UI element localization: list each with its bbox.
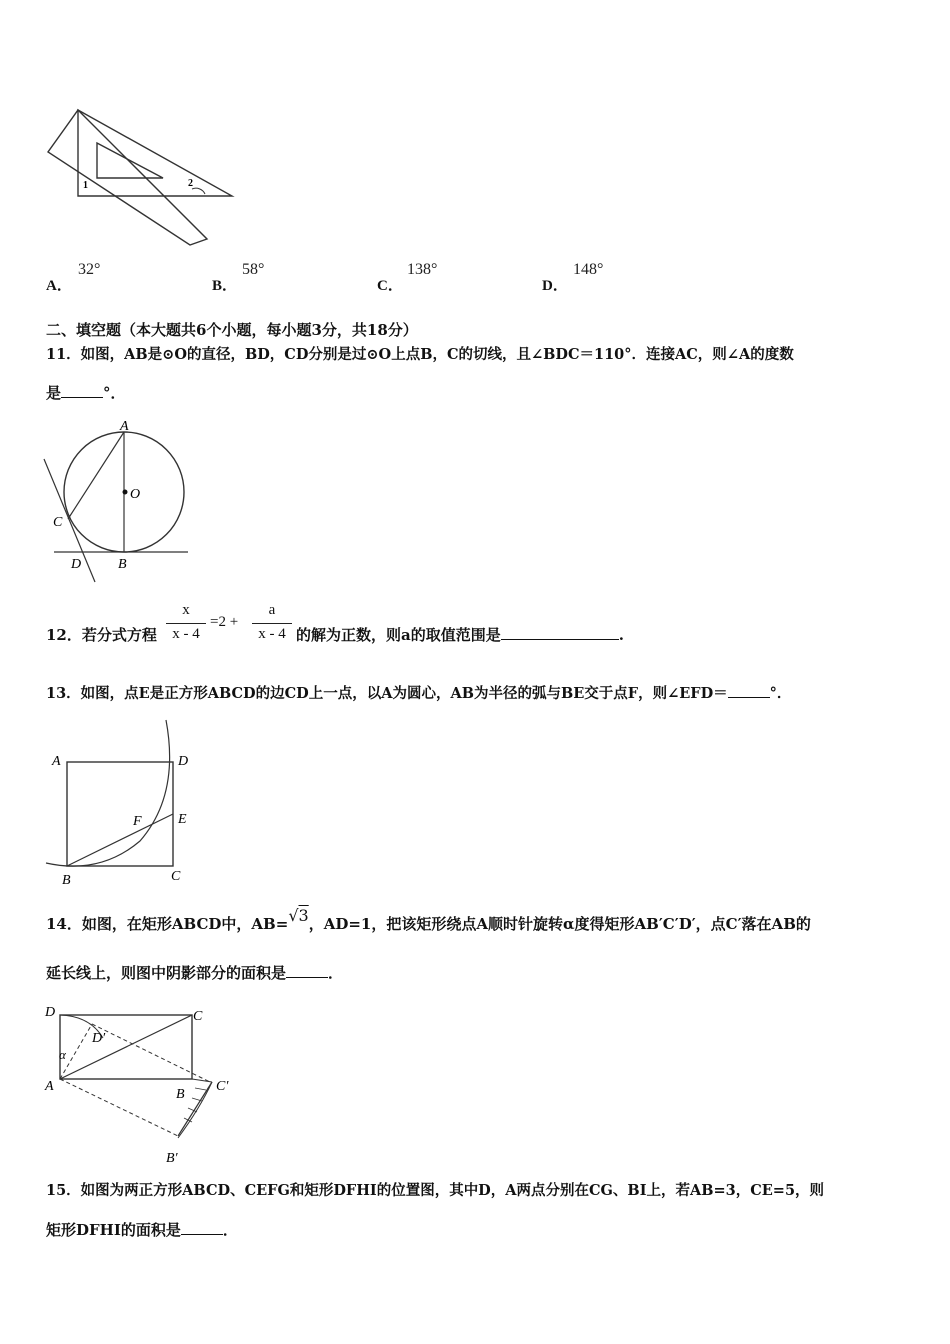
q15-text-line2: 矩形DFHI的面积是 ． xyxy=(46,1221,238,1239)
q13-figure xyxy=(40,715,200,890)
q12-frac2-num: a xyxy=(268,602,276,618)
label-d: D xyxy=(71,557,82,572)
label-c: C xyxy=(171,869,181,884)
label-f: F xyxy=(133,814,142,829)
q15-text-line1: 15．如图为两正方形ABCD、CEFG和矩形DFHI的位置图，其中D，A两点分别在CG、BI上，若AB=3，CE=5，则 xyxy=(46,1182,825,1199)
q11-figure xyxy=(40,415,200,585)
q13-text: 13．如图，点E是正方形ABCD的边CD上一点，以A为圆心，AB为半径的弧与BE交于点F，则∠EFD＝ °． xyxy=(46,685,792,702)
q12-frac2-bar xyxy=(252,623,292,624)
option-c-value: 138° xyxy=(407,261,438,278)
q14-answer-blank[interactable] xyxy=(286,977,328,978)
q10-figure xyxy=(40,100,250,250)
q14-figure xyxy=(40,998,240,1168)
q12-frac2-den: x - 4 xyxy=(258,626,286,642)
q12-frac1-bar xyxy=(166,623,206,624)
q12-prefix: 12．若分式方程 xyxy=(46,626,157,644)
q14-sqrt-arg: 3 xyxy=(298,906,309,925)
option-d-letter: D． xyxy=(542,278,568,294)
section2-heading: 二、填空题（本大题共6个小题，每小题3分，共18分） xyxy=(46,321,418,339)
label-c-prime: C′ xyxy=(216,1079,229,1094)
q12-answer-blank[interactable] xyxy=(501,639,619,640)
label-c: C xyxy=(193,1009,203,1024)
angle-1-label: 1 xyxy=(83,180,88,191)
angle-2-label: 2 xyxy=(188,178,193,189)
label-a: A xyxy=(52,754,61,769)
q14-text-line1: 14．如图，在矩形ABCD中，AB=√3，AD=1，把该矩形绕点A顺时针旋转α度得矩形AB′C′D′，点C′落在AB的 xyxy=(46,906,811,933)
label-b: B xyxy=(118,557,127,572)
label-d: D xyxy=(178,754,189,769)
option-c-letter: C． xyxy=(377,278,403,294)
label-b: B xyxy=(176,1087,185,1102)
q11-text-line1: 11．如图，AB是⊙O的直径，BD，CD分别是过⊙O上点B，C的切线，且∠BDC＝110°．连接AC，则∠A的度数 xyxy=(46,346,794,363)
label-d: D xyxy=(45,1005,56,1020)
label-c: C xyxy=(53,515,63,530)
label-o: O xyxy=(130,487,141,502)
option-d-value: 148° xyxy=(573,261,604,278)
q15-answer-blank[interactable] xyxy=(181,1234,223,1235)
q11-text-line2: 是 °． xyxy=(46,384,126,402)
q12-frac1-num: x xyxy=(182,602,190,618)
triangle-inner xyxy=(97,143,163,178)
label-e: E xyxy=(178,812,187,827)
triangle-outer xyxy=(78,110,232,196)
label-a: A xyxy=(45,1079,54,1094)
option-a-value: 32° xyxy=(78,261,101,278)
q12-suffix: 的解为正数，则a的取值范围是 . xyxy=(296,626,624,644)
option-a-letter: A． xyxy=(46,278,72,294)
option-b-letter: B． xyxy=(212,278,238,294)
q11-answer-blank[interactable] xyxy=(61,397,103,398)
label-alpha: α xyxy=(59,1047,66,1062)
q12-equals: =2 + xyxy=(210,614,239,630)
q10-options xyxy=(46,261,646,294)
label-d-prime: D′ xyxy=(92,1031,106,1046)
q13-answer-blank[interactable] xyxy=(728,697,770,698)
label-b-prime: B′ xyxy=(166,1151,178,1166)
q14-text-line2: 延长线上，则图中阴影部分的面积是 ． xyxy=(46,964,344,982)
label-b: B xyxy=(62,873,71,888)
q12-frac1-den: x - 4 xyxy=(172,626,200,642)
label-a: A xyxy=(120,419,129,434)
option-b-value: 58° xyxy=(242,261,265,278)
